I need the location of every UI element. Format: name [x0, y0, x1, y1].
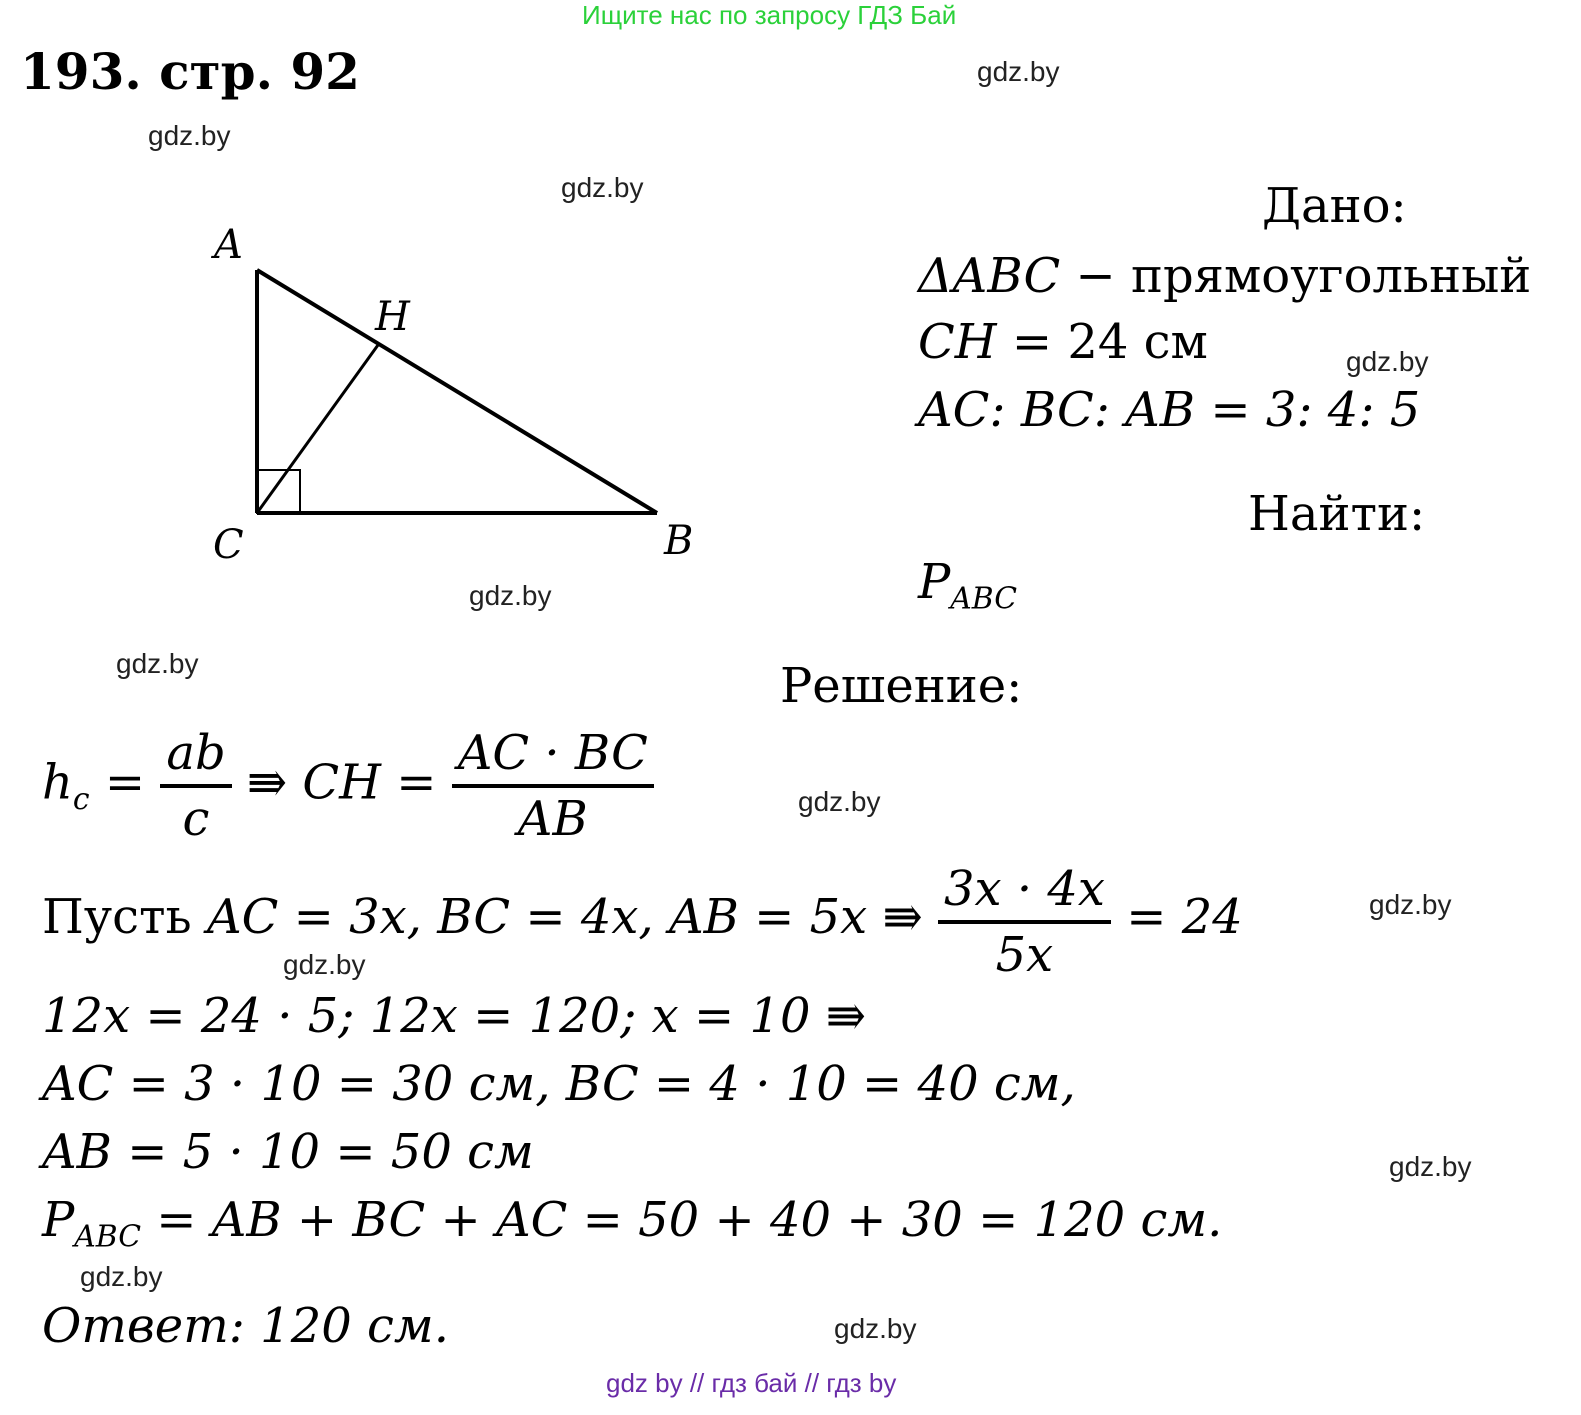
watermark: gdz.by [116, 648, 199, 679]
find-perimeter [918, 554, 1017, 616]
fraction-3x4x-over-5x [938, 858, 1111, 986]
perimeter-sub: ABC [74, 1219, 141, 1255]
watermark: gdz.by [1389, 1151, 1472, 1182]
watermark: gdz.by [283, 949, 366, 980]
triangle-diagram [0, 0, 760, 620]
side-ab [257, 270, 657, 513]
let-result: = 24 [1110, 889, 1243, 946]
fraction-denominator: 5x [995, 927, 1054, 983]
fraction-numerator: ab [166, 725, 226, 781]
altitude-formula [42, 722, 654, 850]
perimeter-expression: = AB + BC + AC = 50 + 40 + 30 = 120 см. [140, 1192, 1223, 1248]
watermark: gdz.by [469, 580, 552, 611]
let-prefix: Пусть [42, 889, 207, 946]
find-perimeter-sub: ABC [950, 581, 1017, 617]
given-line-ratio: AC: BC: AB = 3: 4: 5 [918, 382, 1421, 438]
bottom-banner: gdz by // гдз бай // гдз by [606, 1368, 897, 1398]
answer: Ответ: 120 см. [42, 1298, 449, 1354]
fraction-denominator: c [182, 791, 210, 847]
find-heading: Найти: [1248, 486, 1426, 542]
given-line-altitude [918, 314, 1208, 370]
vertex-label-h: H [375, 294, 410, 340]
formula-h-sub: c [72, 781, 90, 817]
formula-eq2: = [381, 754, 452, 811]
altitude-ch [257, 345, 378, 513]
perimeter-p: P [42, 1192, 75, 1248]
page-title: 193. стр. 92 [20, 42, 360, 101]
watermark: gdz.by [1369, 889, 1452, 920]
fraction-acbc-over-ab [452, 722, 654, 850]
watermark: gdz.by [561, 172, 644, 203]
watermark: gdz.by [148, 120, 231, 151]
let-expression: AC = 3x, BC = 4x, AB = 5x ⇛ [206, 889, 938, 946]
vertex-label-c: C [213, 522, 244, 568]
formula-h: h [42, 754, 73, 811]
perimeter-line [42, 1192, 1222, 1254]
fraction-ab-over-c [160, 722, 231, 850]
watermark: gdz.by [80, 1261, 163, 1292]
fraction-numerator: 3x · 4x [943, 861, 1105, 917]
sides-ac-bc-line: AC = 3 · 10 = 30 см, BC = 4 · 10 = 40 см, [42, 1056, 1076, 1112]
given-heading: Дано: [1262, 178, 1407, 234]
watermark: gdz.by [798, 786, 881, 817]
find-perimeter-p: P [918, 554, 951, 610]
fraction-numerator: AC · BC [457, 725, 648, 781]
given-altitude-value: = 24 см [996, 314, 1208, 370]
solve-x-line: 12x = 24 · 5; 12x = 120; x = 10 ⇛ [42, 988, 866, 1044]
watermark: gdz.by [834, 1313, 917, 1344]
given-altitude-symbol: CH [918, 314, 997, 370]
given-triangle-text: − прямоугольный [1060, 248, 1532, 304]
given-line-triangle [918, 248, 1531, 304]
top-banner: Ищите нас по запросу ГДЗ Бай [582, 0, 957, 30]
side-ab-line: AB = 5 · 10 = 50 см [42, 1124, 534, 1180]
let-line [42, 858, 1243, 986]
vertex-label-b: B [664, 518, 694, 564]
formula-ch: CH [302, 754, 381, 811]
formula-eq: = [89, 754, 161, 811]
formula-implies: ⇛ [231, 754, 303, 811]
vertex-label-a: A [214, 222, 243, 268]
given-triangle-symbol: ΔABC [918, 248, 1061, 304]
watermark: gdz.by [977, 56, 1060, 87]
solution-heading: Решение: [780, 658, 1023, 714]
fraction-denominator: AB [517, 791, 588, 847]
watermark: gdz.by [1346, 346, 1429, 377]
